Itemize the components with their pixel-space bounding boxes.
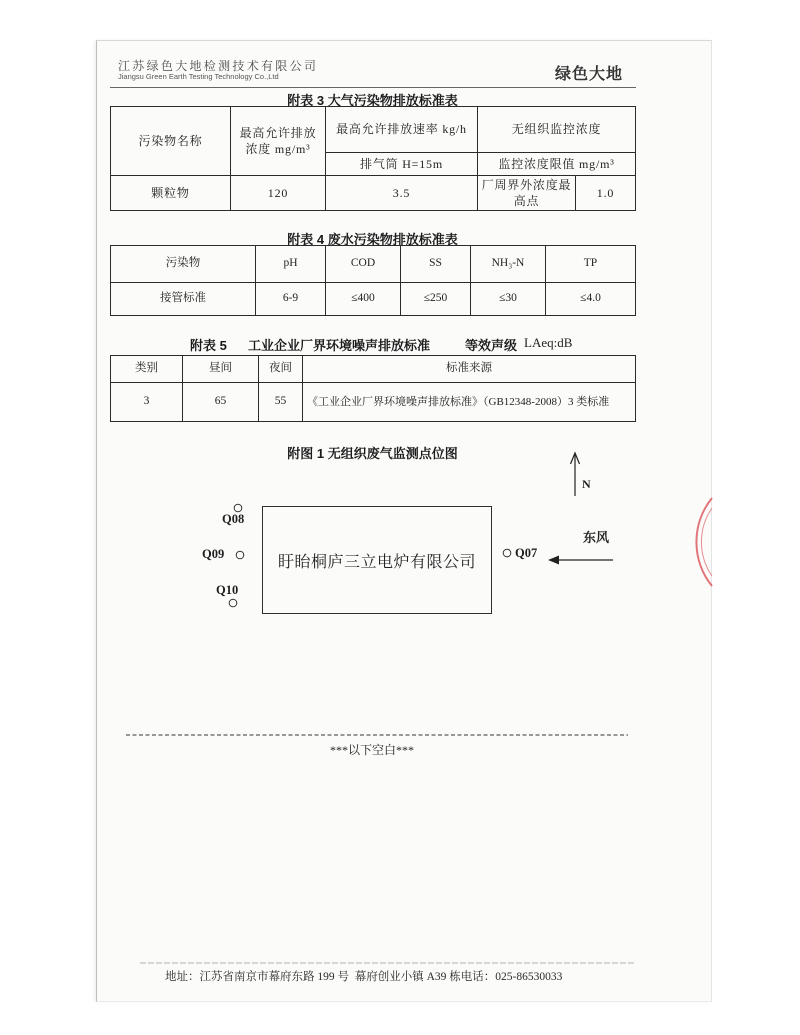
- air-pollutant-standard-table: [110, 106, 636, 211]
- monitoring-point-q08-label: Q08: [222, 512, 245, 526]
- header-max-emission-rate: 最高允许排放速率 kg/h: [326, 107, 478, 153]
- monitoring-point-q09-label: Q09: [202, 547, 225, 561]
- header-nighttime: 夜间: [259, 356, 303, 383]
- wastewater-standard-table: [110, 245, 636, 316]
- table-header-row: [111, 107, 636, 153]
- cell-ph: 6-9: [256, 283, 326, 316]
- north-label: N: [582, 477, 591, 491]
- table5-metric-label: 等效声级: [465, 338, 518, 353]
- header-daytime: 昼间: [183, 356, 259, 383]
- cell-standard-name: 接管标准: [111, 283, 256, 316]
- facility-name: 盱眙桐庐三立电炉有限公司: [277, 553, 476, 571]
- cell-nh3n: ≤30: [471, 283, 546, 316]
- table-row: [111, 283, 636, 316]
- cell-pollutant: 颗粒物: [111, 176, 231, 211]
- cell-standard-source: 《工业企业厂界环境噪声排放标准》（GB12348-2008）3 类标准: [303, 383, 636, 422]
- header-cod: COD: [326, 246, 401, 283]
- monitoring-point-q07-label: Q07: [515, 546, 538, 560]
- table5-title: 工业企业厂界环境噪声排放标准: [248, 338, 431, 353]
- facility-boundary-box: [262, 506, 492, 614]
- footer-address: 地址：江苏省南京市幕府东路 199 号 幕府创业小镇 A39 栋电话：025-86530033: [165, 971, 563, 983]
- header-pollutant-name: 污染物名称: [111, 107, 231, 176]
- cell-monitoring-point: 厂周界外浓度最高点: [478, 176, 576, 211]
- cell-cod: ≤400: [326, 283, 401, 316]
- header-nh3n: NH₃-N: [471, 246, 546, 283]
- end-of-content-marker: ***以下空白***: [330, 743, 415, 757]
- header-ph: pH: [256, 246, 326, 283]
- company-name-cn: 江苏绿色大地检测技术有限公司: [118, 59, 319, 73]
- table-row: [111, 383, 636, 422]
- company-name-en: Jiangsu Green Earth Testing Technology Co.,Ltd: [118, 72, 279, 81]
- table4-title: 附表 4 废水污染物排放标准表: [287, 232, 458, 247]
- header-standard-source: 标准来源: [303, 356, 636, 383]
- cell-monitoring-limit: 1.0: [576, 176, 636, 211]
- cell-max-emission-rate: 3.5: [326, 176, 478, 211]
- header-pollutant: 污染物: [111, 246, 256, 283]
- cell-nighttime: 55: [259, 383, 303, 422]
- table-header-row: [111, 246, 636, 283]
- header-max-concentration: 最高允许排放浓度 mg/m³: [231, 107, 326, 176]
- table-header-row: [111, 356, 636, 383]
- header-tp: TP: [546, 246, 636, 283]
- header-stack-height: 排气筒 H=15m: [326, 153, 478, 176]
- header-unorganized-monitoring: 无组织监控浓度: [478, 107, 636, 153]
- table-row: [111, 176, 636, 211]
- noise-standard-table: [110, 355, 636, 422]
- figure1-title: 附图 1 无组织废气监测点位图: [287, 446, 458, 461]
- header-ss: SS: [401, 246, 471, 283]
- cell-daytime: 65: [183, 383, 259, 422]
- header-divider: [110, 87, 636, 88]
- wind-direction-label: 东风: [583, 530, 610, 545]
- table3-title: 附表 3 大气污染物排放标准表: [287, 93, 458, 108]
- brand-logo-text: 绿色大地: [555, 66, 624, 83]
- header-category: 类别: [111, 356, 183, 383]
- cell-tp: ≤4.0: [546, 283, 636, 316]
- cell-ss: ≤250: [401, 283, 471, 316]
- table5-metric-unit: LAeq:dB: [524, 335, 573, 350]
- table5-title-prefix: 附表 5: [190, 338, 227, 353]
- header-monitoring-limit: 监控浓度限值 mg/m³: [478, 153, 636, 176]
- cell-category: 3: [111, 383, 183, 422]
- cell-max-concentration: 120: [231, 176, 326, 211]
- monitoring-point-q10-label: Q10: [216, 583, 239, 597]
